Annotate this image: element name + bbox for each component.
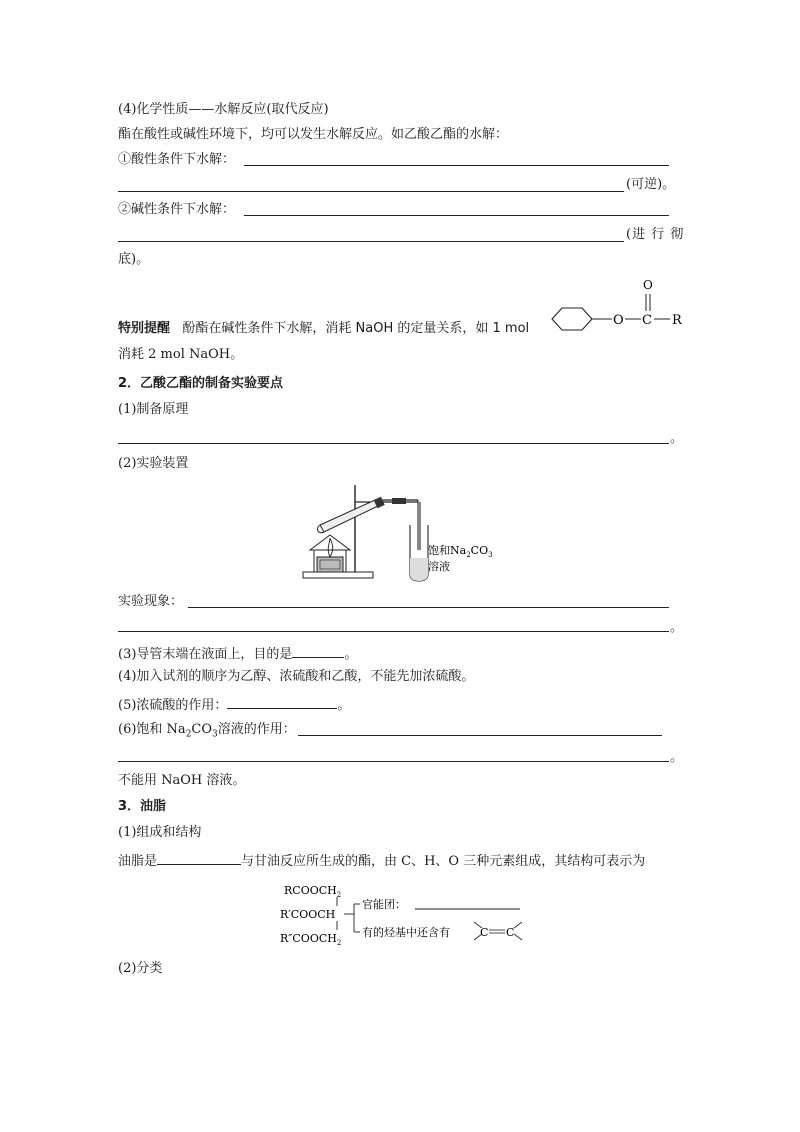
composition-heading: (1)组成和结构 (118, 825, 202, 840)
section-heading-ethyl-acetate: 2．乙酸乙酯的制备实验要点 (118, 376, 284, 391)
answer-line (188, 607, 669, 608)
period: 。 (670, 431, 684, 446)
carbonyl-oxygen: O (643, 278, 653, 292)
answer-blank (292, 643, 344, 658)
carbonate-role: (6)饱和 $Na_2CO_3$溶液的作用： (118, 722, 296, 740)
functional-group-label: 官能团： (362, 898, 406, 911)
ester-oxygen: O (613, 313, 624, 328)
answer-line (118, 443, 669, 444)
fat-row-2: R′COOCH (280, 908, 336, 921)
phenomenon-label: 实验现象： (118, 594, 184, 609)
c-atom-1: C (480, 926, 489, 939)
answer-line (118, 761, 669, 762)
r-group: R (672, 313, 682, 328)
tip-title: 特别提醒 (118, 321, 171, 336)
triglyceride-structure (278, 882, 528, 950)
sulfuric-acid-role: (5)浓硫酸的作用： 。 (118, 694, 350, 715)
tube-end-purpose: (3)导管末端在液面上，目的是 。 (118, 643, 357, 664)
apparatus-diagram (300, 480, 510, 585)
reagent-order: (4)加入试剂的顺序为乙醇、浓硫酸和乙酸，不能先加浓硫酸。 (118, 669, 475, 684)
special-tip (118, 320, 529, 338)
complete-note: (进 行 彻 (626, 227, 685, 242)
base-hydrolysis-label: ②碱性条件下水解： (118, 202, 236, 217)
phenyl-ester-structure (548, 272, 698, 344)
answer-blank (157, 850, 241, 865)
answer-line (244, 165, 669, 166)
acid-hydrolysis-label: ①酸性条件下水解： (118, 152, 236, 167)
section-heading-hydrolysis: (4)化学性质——水解反应(取代反应) (118, 102, 329, 117)
also-contains-label: 有的烃基中还含有 (362, 926, 450, 939)
period: 。 (670, 750, 684, 765)
hydrolysis-intro: 酯在酸性或碱性环境下，均可以发生水解反应。如乙酸乙酯的水解： (118, 127, 509, 142)
apparatus-label-solution: 饱和$Na_2CO_3$ (428, 544, 493, 559)
c-atom-2: C (506, 926, 515, 939)
fat-row-1: $RCOOCH_2$ (284, 884, 342, 899)
no-naoh-note: 不能用 NaOH 溶液。 (118, 773, 246, 788)
tip-text: 酚酯在碱性条件下水解，消耗 NaOH 的定量关系，如 1 mol (182, 321, 530, 336)
answer-line (118, 241, 624, 242)
apparatus-label-solution2: 溶液 (428, 560, 450, 573)
tip-text-cont: 消耗 2 mol NaOH。 (118, 347, 244, 362)
answer-line (298, 735, 662, 736)
period: 。 (670, 620, 684, 635)
classification-heading: (2)分类 (118, 961, 163, 976)
answer-line (244, 215, 669, 216)
reversible-note: (可逆)。 (626, 177, 676, 192)
fat-row-3: $R''COOCH_2$ (280, 932, 342, 947)
answer-line (118, 191, 624, 192)
apparatus-heading: (2)实验装置 (118, 456, 189, 471)
section-heading-fats: 3．油脂 (118, 799, 167, 814)
fat-definition: 油脂是 与甘油反应所生成的酯，由 C、H、O 三种元素组成，其结构可表示为 (118, 850, 645, 871)
prep-principle: (1)制备原理 (118, 402, 189, 417)
answer-line (118, 631, 669, 632)
carbonyl-carbon: C (642, 313, 652, 328)
complete-note-cont: 底)。 (118, 252, 150, 267)
answer-blank (227, 694, 337, 709)
